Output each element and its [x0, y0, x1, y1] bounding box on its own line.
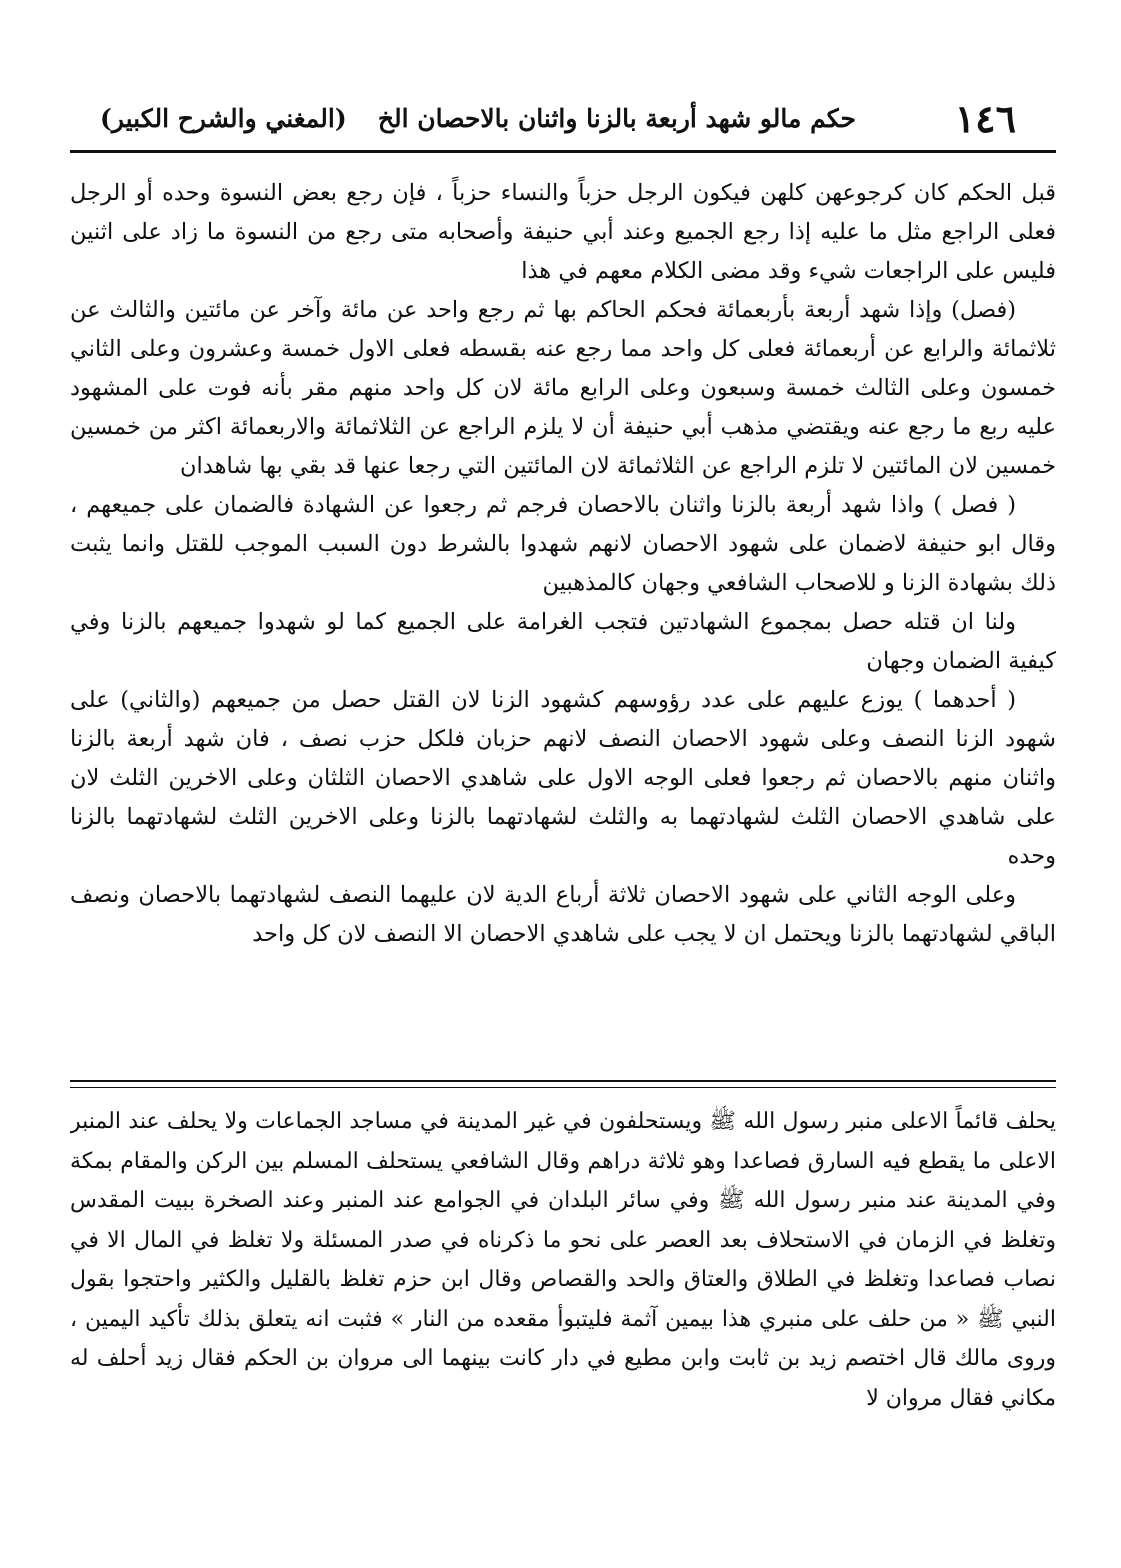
paragraph: وعلى الوجه الثاني على شهود الاحصان ثلاثة أرباع الدية لان عليهما النصف لشهادتهما بالاحصان ونصف الباقي لشهادتهما بالزنا ويحتمل ان لا يجب على شاهدي الاحصان الا النصف لان كل واحد: [70, 882, 1056, 947]
paragraph: (فصل) وإذا شهد أربعة بأربعمائة فحكم الحاكم بها ثم رجع واحد عن مائة وآخر عن مائتين والثالث عن ثلاثمائة والرابع عن أربعمائة فعلى كل واحد مما رجع عنه بقسطه فعلى الاول خمسة وعشرون وعلى الثاني خمسون وعلى الثالث خمسة وسبعون وعلى الرابع مائة لان كل واحد منهم مقر بأنه فوت على المشهود عليه ربع ما رجع عنه ويقتضي مذهب أبي حنيفة أن لا يلزم الراجع عن الثلاثمائة والاربعمائة اكثر من خمسين خمسين لان المائتين لا تلزم الراجع عن الثلاثمائة لان المائتين التي رجعا عنها قد بقي بها شاهدان: [70, 297, 1056, 479]
paragraph: قبل الحكم كان كرجوعهن كلهن فيكون الرجل حزباً والنساء حزباً ، فإن رجع بعض النسوة وحده أو الرجل فعلى الراجع مثل ما عليه إذا رجع الجميع وعند أبي حنيفة وأصحابه متى رجع من النسوة ما زاد على اثنين فليس على الراجعات شيء وقد مضى الكلام معهم في هذا: [70, 180, 1056, 284]
page-number: ١٤٦: [954, 96, 1016, 141]
page: [70, 90, 1056, 1490]
paragraph: ( فصل ) واذا شهد أربعة بالزنا واثنان بالاحصان فرجم ثم رجعوا عن الشهادة فالضمان على جميعهم ، وقال ابو حنيفة لاضمان على شهود الاحصان لانهم شهدوا بالشرط دون السبب الموجب للقتل وانما يثبت ذلك بشهادة الزنا و للاصحاب الشافعي وجهان كالمذهبين: [70, 492, 1056, 596]
book-title: (المغني والشرح الكبير): [100, 104, 347, 133]
footnote-paragraph: يحلف قائماً الاعلى منبر رسول الله ﷺ ويستحلفون في غير المدينة في مساجد الجماعات ولا يحلف عند المنبر الاعلى ما يقطع فيه السارق فصاعدا وهو ثلاثة دراهم وقال الشافعي يستحلف المسلم بين الركن والمقام بمكة وفي المدينة عند منبر رسول الله ﷺ وفي سائر البلدان في الجوامع عند المنبر وعند الصخرة ببيت المقدس وتغلظ في الزمان في الاستحلاف بعد العصر على نحو ما ذكرناه في صدر المسئلة ولا تغلظ في المال الا في نصاب فصاعدا وتغلظ في الطلاق والعتاق والحد والقصاص وقال ابن حزم تغلظ بالقليل والكثير واحتجوا بقول النبي ﷺ « من حلف على منبري هذا بيمين آثمة فليتبوأ مقعده من النار » فثبت انه يتعلق بذلك تأكيد اليمين ، وروى مالك قال اختصم زيد بن ثابت وابن مطيع في دار كانت بينهما الى مروان بن الحكم فقال زيد أحلف له مكاني فقال مروان لا: [70, 1109, 1056, 1411]
footnote-divider: [70, 1080, 1056, 1088]
main-text: [70, 174, 1056, 1054]
paragraph: ولنا ان قتله حصل بمجموع الشهادتين فتجب الغرامة على الجميع كما لو شهدوا جميعهم بالزنا وفي كيفية الضمان وجهان: [70, 609, 1056, 674]
running-title: حكم مالو شهد أربعة بالزنا واثنان بالاحصان الخ: [377, 104, 856, 133]
footnote-text: [70, 1102, 1056, 1462]
running-header: [70, 90, 1056, 153]
paragraph: ( أحدهما ) يوزع عليهم على عدد رؤوسهم كشهود الزنا لان القتل حصل من جميعهم (والثاني) على شهود الزنا النصف وعلى شهود الاحصان النصف لانهم حزبان فلكل حزب نصف ، فان شهد أربعة بالزنا واثنان منهم بالاحصان ثم رجعوا فعلى الوجه الاول على شاهدي الاحصان الثلثان وعلى الاخرين الثلث لان على شاهدي الاحصان الثلث لشهادتهما به والثلث لشهادتهما بالزنا وعلى الاخرين الثلث لشهادتهما بالزنا وحده: [70, 687, 1056, 869]
